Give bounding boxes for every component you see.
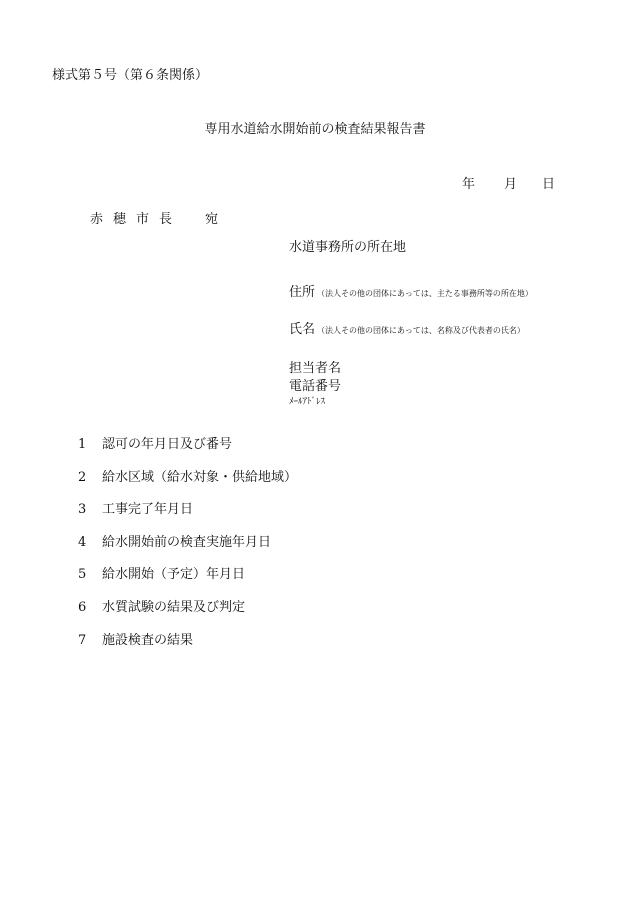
list-item	[78, 502, 297, 535]
address-label: 住所	[289, 285, 316, 300]
item-number: 3	[78, 502, 87, 518]
date-year-label: 年	[462, 177, 476, 192]
item-text: 施設検査の結果	[102, 632, 194, 648]
item-text: 水質試験の結果及び判定	[102, 599, 246, 615]
list-item	[78, 535, 297, 568]
item-number: 1	[78, 437, 87, 452]
date-month-label: 月	[504, 177, 518, 192]
name-field	[289, 318, 525, 337]
list-item	[78, 437, 297, 470]
addressee: 赤穂市長 宛	[90, 212, 229, 227]
report-items-list	[78, 437, 297, 665]
item-text: 工事完了年月日	[102, 502, 194, 518]
item-text: 給水区域（給水対象・供給地域）	[102, 469, 298, 485]
list-item	[78, 567, 297, 600]
item-number: 2	[78, 469, 87, 485]
address-note: （法人その他の団体にあっては、主たる事務所等の所在地）	[317, 289, 533, 298]
date-day-label: 日	[542, 177, 556, 192]
item-number: 7	[78, 632, 87, 648]
contact-person-label: 担当者名	[289, 361, 342, 376]
list-item	[78, 600, 297, 633]
name-label: 氏名	[289, 322, 316, 337]
item-text: 給水開始（予定）年月日	[102, 567, 246, 583]
list-item	[78, 470, 297, 503]
item-number: 6	[78, 599, 87, 615]
item-number: 5	[78, 567, 87, 583]
email-label: ﾒｰﾙｱﾄﾞﾚｽ	[289, 397, 326, 407]
address-field	[289, 281, 533, 300]
date-row	[462, 173, 555, 192]
item-text: 認可の年月日及び番号	[102, 437, 233, 452]
name-note: （法人その他の団体にあっては、名称及び代表者の氏名）	[317, 326, 525, 335]
phone-label: 電話番号	[289, 379, 342, 394]
office-location-label: 水道事務所の所在地	[289, 240, 407, 255]
item-number: 4	[78, 534, 87, 550]
list-item	[78, 633, 297, 666]
document-title: 専用水道給水開始前の検査結果報告書	[204, 122, 426, 137]
form-number: 様式第５号（第６条関係）	[52, 68, 209, 83]
item-text: 給水開始前の検査実施年月日	[102, 534, 272, 550]
